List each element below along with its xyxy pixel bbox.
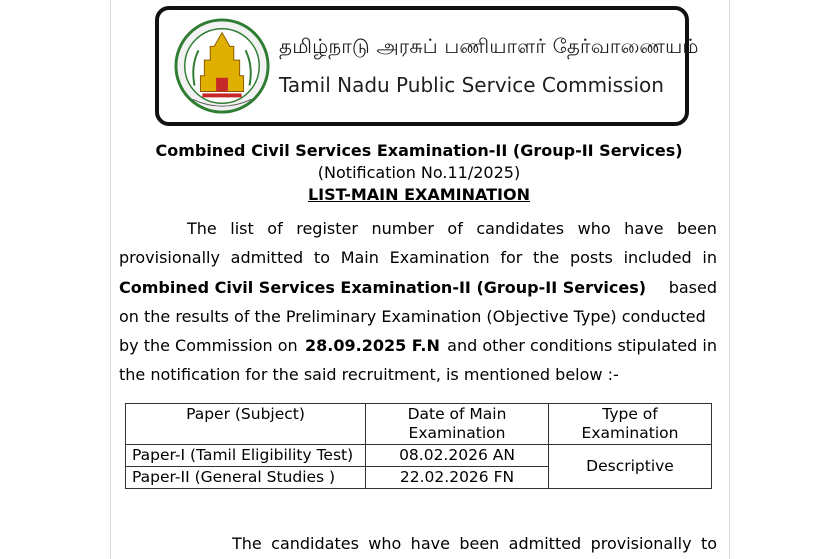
org-name-english: Tamil Nadu Public Service Commission <box>279 73 664 97</box>
header-paper: Paper (Subject) <box>126 404 366 445</box>
exam-name-bold: Combined Civil Services Examination-II (Group-II Services) <box>119 278 647 297</box>
paper-cell: Paper-II (General Studies ) <box>126 467 366 489</box>
type-cell: Descriptive <box>549 445 712 489</box>
table-header-row <box>126 404 712 445</box>
table-row <box>126 445 712 467</box>
paragraph-line-3: Combined Civil Services Examination-II (Group-II Services) based <box>119 278 717 297</box>
list-title: LIST-MAIN EXAMINATION <box>307 185 530 204</box>
paper-cell: Paper-I (Tamil Eligibility Test) <box>126 445 366 467</box>
tnpsc-banner <box>155 6 699 126</box>
date-cell: 22.02.2026 FN <box>366 467 549 489</box>
paragraph-line-5: by the Commission on 28.09.2025 F.N and other conditions stipulated in <box>119 336 717 355</box>
exam-schedule-table <box>125 403 712 489</box>
tnpsc-emblem-logo <box>173 16 271 116</box>
paragraph-line-4: on the results of the Preliminary Examination (Objective Type) conducted <box>119 307 706 326</box>
header-type: Type of Examination <box>549 404 712 445</box>
paragraph-line-1: The list of register number of candidates who have been <box>187 219 717 238</box>
org-name-tamil: தமிழ்நாடு அரசுப் பணியாளர் தேர்வாணையம் <box>279 34 699 58</box>
exam-title: Combined Civil Services Examination-II (Group-II Services) <box>155 141 683 160</box>
notification-number: (Notification No.11/2025) <box>317 163 521 182</box>
header-date: Date of Main Examination <box>366 404 549 445</box>
paragraph-line-2: provisionally admitted to Main Examination for the posts included in <box>119 248 717 267</box>
paragraph-line-6: the notification for the said recruitment, is mentioned below :- <box>119 365 619 384</box>
date-cell: 08.02.2026 AN <box>366 445 549 467</box>
prelim-date: 28.09.2025 F.N <box>305 336 440 355</box>
paragraph-footer-line: The candidates who have been admitted provisionally to <box>232 534 717 553</box>
